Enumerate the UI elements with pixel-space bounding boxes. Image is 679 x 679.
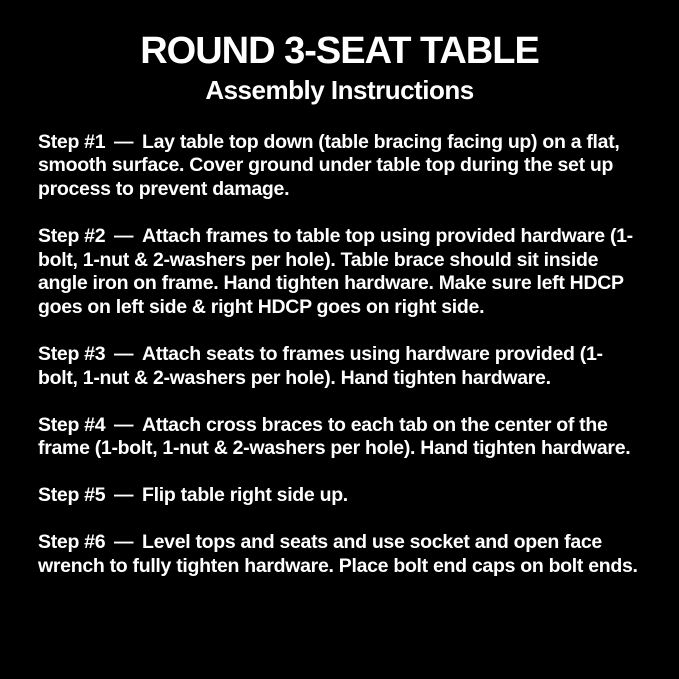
step-6-text: Level tops and seats and use socket and open face wrench to fully tighten hardware. Place bolt end caps on bolt ends. [38,530,638,577]
page-subtitle: Assembly Instructions [205,74,474,105]
step-4 [38,414,641,462]
step-6-label: Step #6 [38,530,106,553]
step-6-dash: — [114,530,134,553]
step-4-dash: — [114,413,134,436]
steps-list [38,131,641,579]
step-3 [38,343,641,391]
step-2 [38,225,641,320]
step-6 [38,531,641,579]
step-5-text: Flip table right side up. [142,484,348,507]
page-title: ROUND 3-SEAT TABLE [140,30,539,72]
step-5-label: Step #5 [38,484,106,507]
step-1 [38,131,641,202]
step-3-dash: — [114,343,134,366]
step-4-label: Step #4 [38,413,106,436]
step-1-label: Step #1 [38,130,106,153]
step-3-text: Attach seats to frames using hardware provided (1-bolt, 1-nut & 2-washers per hole). Hand tighten hardware. [38,343,603,389]
step-5 [38,484,641,508]
step-2-label: Step #2 [38,224,106,247]
step-2-text: Attach frames to table top using provided hardware (1-bolt, 1-nut & 2-washers per hole). Table brace should sit inside angle iron on frame. Hand tighten hardware. Make sure left HDCP goes on left side & right HDCP goes on right side. [38,224,633,319]
step-1-dash: — [114,130,134,153]
step-4-text: Attach cross braces to each tab on the center of the frame (1-bolt, 1-nut & 2-washers per hole). Hand tighten hardware. [38,413,631,460]
step-5-dash: — [114,484,134,507]
step-1-text: Lay table top down (table bracing facing up) on a flat, smooth surface. Cover ground under table top during the set up process to prevent damage. [38,130,620,201]
step-2-dash: — [114,224,134,247]
step-3-label: Step #3 [38,343,106,366]
